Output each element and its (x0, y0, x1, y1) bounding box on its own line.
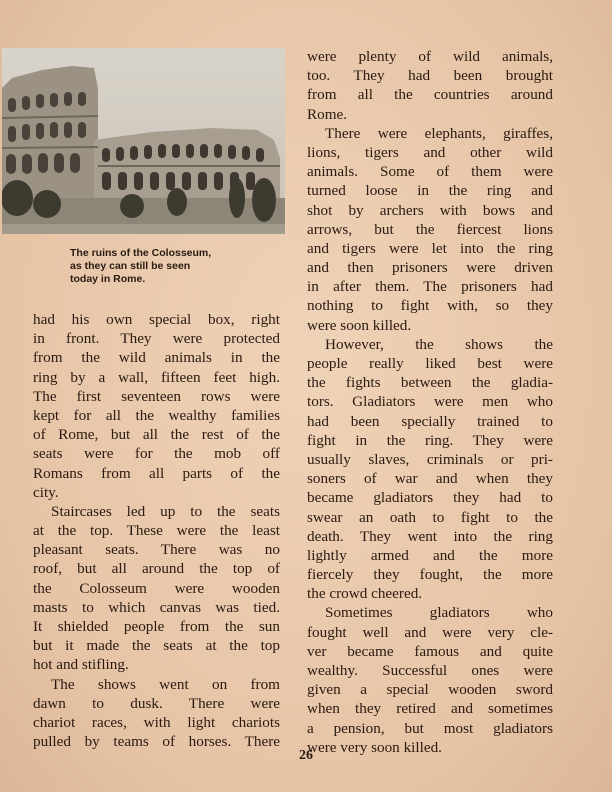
text-line: the fights between the gladia- (307, 374, 553, 392)
text-line: ring by a wall, fifteen feet high. (33, 368, 280, 386)
text-line: Sometimes gladiators who (325, 604, 553, 622)
text-line: a pension, but most gladiators (307, 719, 553, 737)
caption-line: as they can still be seen (70, 260, 191, 272)
right-text-column (307, 47, 553, 757)
text-line: lightly armed and the more (307, 546, 553, 564)
text-line: people really liked best were (307, 355, 553, 372)
text-line: The shows went on from (51, 675, 280, 693)
text-line: became gladiators they had to (307, 489, 553, 507)
text-line: were plenty of wild animals, (307, 48, 553, 65)
text-line: the crowd cheered. (307, 585, 423, 603)
text-line: nothing to fight with, so they (307, 297, 553, 315)
text-line: Rome. (307, 105, 348, 123)
text-line: pulled by teams of horses. There (33, 733, 280, 751)
text-line: were very soon killed. (307, 738, 442, 756)
text-line: of Rome, but all the rest of the (33, 426, 280, 444)
text-line: death. They went into the ring (307, 527, 553, 545)
text-line: and then prisoners were driven (307, 259, 553, 277)
text-line: in front. They were protected (33, 330, 280, 348)
text-line: from the wild animals in the (33, 349, 280, 367)
text-line: fight in the ring. They were (307, 431, 553, 449)
text-line: animals. Some of them were (307, 163, 553, 181)
text-line: chariot races, with light chariots (33, 713, 280, 731)
text-line: lions, tigers and other wild (307, 143, 553, 161)
text-line: It shielded people from the sun (33, 618, 280, 635)
text-line: Staircases led up to the seats (51, 502, 280, 520)
text-line: However, the shows the (325, 335, 553, 353)
left-text-column (33, 310, 280, 751)
text-line: city. (33, 483, 59, 501)
text-line: fiercely they fought, the more (307, 566, 553, 584)
text-line: shot by archers with bows and (307, 201, 553, 219)
text-line: at the top. These were the least (33, 522, 280, 540)
text-line: masts to which canvas was tied. (33, 598, 280, 616)
text-line: roof, but all around the top of (33, 560, 280, 578)
text-line: hot and stifling. (33, 656, 129, 674)
text-line: were soon killed. (307, 316, 412, 334)
text-line: tors. Gladiators were men who (307, 393, 553, 411)
figure-caption (70, 247, 292, 286)
text-line: the Colosseum were wooden (33, 579, 280, 597)
text-line: too. They had been brought (307, 67, 553, 85)
text-line: pleasant seats. There was no (33, 541, 280, 559)
text-line: There were elephants, giraffes, (325, 124, 553, 142)
text-line: given a special wooden sword (307, 681, 553, 699)
text-line: turned loose in the ring and (307, 182, 553, 200)
caption-line: today in Rome. (70, 273, 146, 285)
text-line: had been specially trained to (307, 412, 553, 430)
text-line: from all the countries around (307, 86, 553, 104)
text-line: wealthy. Successful ones were (307, 662, 553, 679)
text-line: in after them. The prisoners had (307, 278, 553, 296)
text-line: Romans from all parts of the (33, 464, 280, 482)
colosseum-ruins-photo (2, 48, 285, 234)
text-line: had his own special box, right (33, 311, 280, 328)
text-line: but it made the seats at the top (33, 637, 280, 655)
text-line: usually slaves, criminals or pri- (307, 450, 553, 468)
text-line: The first seventeen rows were (33, 387, 280, 405)
caption-line: The ruins of the Colosseum, (70, 247, 212, 259)
text-line: swear an oath to fight to the (307, 508, 553, 526)
text-line: ver became famous and quite (307, 642, 553, 660)
text-line: and tigers were let into the ring (307, 239, 553, 257)
text-line: soners of war and when they (307, 470, 553, 488)
text-line: dawn to dusk. There were (33, 694, 280, 712)
text-line: seats were for the mob off (33, 445, 280, 463)
text-line: fought well and were very cle- (307, 623, 553, 641)
page-number: 26 (299, 748, 313, 763)
text-line: kept for all the wealthy families (33, 406, 280, 424)
text-line: when they retired and sometimes (307, 700, 553, 718)
text-line: arrows, but the fiercest lions (307, 220, 553, 238)
colosseum-ruins-icon (2, 48, 285, 234)
